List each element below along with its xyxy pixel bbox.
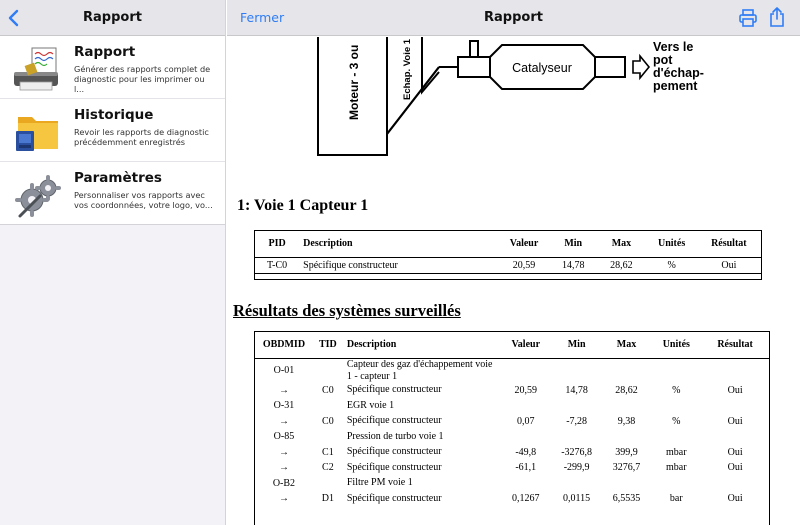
- sidebar-item-title: Rapport: [74, 44, 136, 60]
- sidebar-header: [0, 0, 225, 36]
- cell: 6,5535: [612, 493, 641, 505]
- cell: [651, 476, 701, 492]
- cell: [552, 476, 602, 492]
- cell: Capteur des gaz d'échappement voie 1 - capteur 1: [346, 358, 493, 382]
- cell: 28,62: [615, 384, 638, 396]
- cell: 0,07: [517, 415, 535, 427]
- cell: [651, 429, 701, 445]
- table-row: [255, 257, 761, 273]
- table-row: [255, 429, 769, 445]
- sidebar-item-historique[interactable]: [0, 99, 225, 162]
- folder-history-icon: [10, 109, 66, 157]
- cell: [602, 429, 652, 445]
- cell: mbar: [666, 462, 687, 474]
- table-row: [255, 398, 769, 414]
- sidebar-item-title: Historique: [74, 107, 154, 123]
- col-pid: PID: [255, 231, 299, 257]
- cell: 20,59: [514, 384, 538, 396]
- cell: Oui: [727, 446, 743, 458]
- cell: Spécifique constructeur: [346, 446, 442, 458]
- chevron-left-icon[interactable]: [6, 8, 22, 28]
- cell: -61,1: [515, 462, 537, 474]
- cell: 14,78: [565, 384, 588, 396]
- col-unites: Unités: [647, 231, 697, 257]
- exhaust-diagram: [227, 37, 800, 162]
- cell: [651, 398, 701, 414]
- cell: [602, 398, 652, 414]
- cell: O-B2: [272, 477, 296, 489]
- cell: C1: [322, 446, 334, 458]
- table-row: [255, 460, 769, 476]
- table-header-row: [255, 231, 761, 257]
- cell: O-85: [273, 431, 295, 443]
- report-panel: [227, 0, 800, 525]
- cell: -49,8: [515, 446, 537, 458]
- cell: bar: [669, 493, 683, 505]
- outlet-label-2: pot: [653, 53, 673, 67]
- cell: O-31: [273, 400, 295, 412]
- table-header-row: [255, 332, 769, 358]
- col-unites: Unités: [651, 332, 701, 358]
- cell: →: [278, 462, 289, 474]
- cell: O-01: [273, 365, 295, 376]
- col-description: Description: [343, 332, 500, 358]
- cell: mbar: [666, 446, 687, 458]
- cell: Filtre PM voie 1: [346, 477, 413, 489]
- cell: %: [672, 384, 681, 396]
- col-min: Min: [552, 332, 602, 358]
- catalyst-label: Catalyseur: [512, 61, 572, 75]
- cell: Oui: [727, 384, 743, 396]
- cell: Pression de turbo voie 1: [346, 430, 444, 442]
- cell: [602, 358, 652, 383]
- cell: 0,1267: [512, 493, 540, 505]
- table-row: [255, 476, 769, 492]
- sidebar-item-description: Personnaliser vos rapports avec vos coordonnées, votre logo, vo...: [74, 190, 213, 210]
- obdmid-table: [254, 331, 770, 525]
- page-title: Rapport: [484, 10, 543, 25]
- cell: C0: [322, 415, 334, 427]
- cell: [313, 476, 343, 492]
- cell: -7,28: [566, 415, 588, 427]
- cell: 399,9: [615, 446, 638, 458]
- printer-report-icon: [10, 46, 66, 94]
- cell: Spécifique constructeur: [346, 492, 442, 504]
- table-row: [255, 491, 769, 507]
- cell: [701, 398, 769, 414]
- col-max: Max: [596, 231, 646, 257]
- cell: Spécifique constructeur: [346, 384, 442, 396]
- share-icon[interactable]: [768, 6, 786, 28]
- cell: C2: [322, 462, 334, 474]
- col-resultat: Résultat: [701, 332, 769, 358]
- cell: T-C0: [255, 257, 299, 273]
- cell: 0,0115: [563, 493, 591, 505]
- cell: →: [278, 384, 289, 396]
- col-resultat: Résultat: [697, 231, 761, 257]
- close-button[interactable]: Fermer: [240, 10, 285, 25]
- section-title-voie1: 1: Voie 1 Capteur 1: [237, 197, 369, 214]
- cell: %: [647, 257, 697, 273]
- sidebar: [0, 0, 226, 525]
- cell: [651, 358, 701, 383]
- cell: [701, 358, 769, 383]
- gears-settings-icon: [10, 172, 66, 220]
- cell: [500, 476, 552, 492]
- cell: [313, 358, 343, 383]
- section-title-monitored: Résultats des systèmes surveillés: [233, 301, 461, 320]
- cell: →: [278, 415, 289, 427]
- cell: -3276,8: [561, 446, 593, 458]
- col-min: Min: [550, 231, 596, 257]
- sidebar-menu: [0, 36, 225, 225]
- cell: [500, 358, 552, 383]
- cell: D1: [321, 493, 334, 505]
- cell: [500, 398, 552, 414]
- cell: →: [278, 446, 289, 458]
- cell: Oui: [727, 415, 743, 427]
- sidebar-item-rapport[interactable]: [0, 36, 225, 99]
- outlet-label-4: pement: [653, 79, 698, 93]
- col-tid: TID: [313, 332, 343, 358]
- table-row: [255, 358, 769, 383]
- cell: →: [278, 493, 289, 505]
- cell: [313, 398, 343, 414]
- col-obdmid: OBDMID: [255, 332, 313, 358]
- cell: [701, 476, 769, 492]
- cell: Oui: [697, 257, 761, 273]
- engine-label: Moteur - 3 ou: [347, 44, 361, 120]
- sidebar-item-description: Revoir les rapports de diagnostic précédemment enregistrés: [74, 127, 209, 147]
- cell: [552, 358, 602, 383]
- cell: EGR voie 1: [346, 399, 395, 411]
- cell: 14,78: [550, 257, 596, 273]
- col-valeur: Valeur: [498, 231, 550, 257]
- cell: [552, 398, 602, 414]
- col-description: Description: [299, 231, 498, 257]
- cell: 3276,7: [612, 462, 641, 474]
- cell: Spécifique constructeur: [346, 461, 442, 473]
- table-row: [255, 445, 769, 461]
- table-row: [255, 414, 769, 430]
- sidebar-item-title: Paramètres: [74, 170, 162, 186]
- pid-table: [254, 230, 762, 280]
- col-max: Max: [602, 332, 652, 358]
- cell: 9,38: [617, 415, 636, 427]
- cell: %: [672, 415, 681, 427]
- sidebar-item-description: Générer des rapports complet de diagnostic pour les imprimer ou l...: [74, 64, 211, 94]
- sidebar-item-parametres[interactable]: [0, 162, 225, 225]
- cell: [602, 476, 652, 492]
- col-valeur: Valeur: [500, 332, 552, 358]
- cell: 28,62: [596, 257, 646, 273]
- outlet-label-1: Vers le: [653, 40, 694, 54]
- outlet-label-3: d'échap-: [653, 66, 704, 80]
- exhaust-label: Echap. Voie 1: [402, 38, 413, 100]
- cell: Spécifique constructeur: [299, 257, 498, 273]
- cell: Spécifique constructeur: [346, 415, 442, 427]
- cell: -299,9: [563, 462, 590, 474]
- cell: [701, 429, 769, 445]
- table-row: [255, 383, 769, 399]
- cell: [500, 429, 552, 445]
- sidebar-title: Rapport: [83, 10, 142, 25]
- report-content[interactable]: [227, 37, 800, 525]
- cell: 20,59: [498, 257, 550, 273]
- cell: C0: [322, 384, 334, 396]
- main-header: [227, 0, 800, 36]
- cell: [552, 429, 602, 445]
- cell: Oui: [727, 462, 743, 474]
- printer-icon[interactable]: [738, 8, 758, 28]
- cell: Oui: [727, 493, 743, 505]
- cell: [313, 429, 343, 445]
